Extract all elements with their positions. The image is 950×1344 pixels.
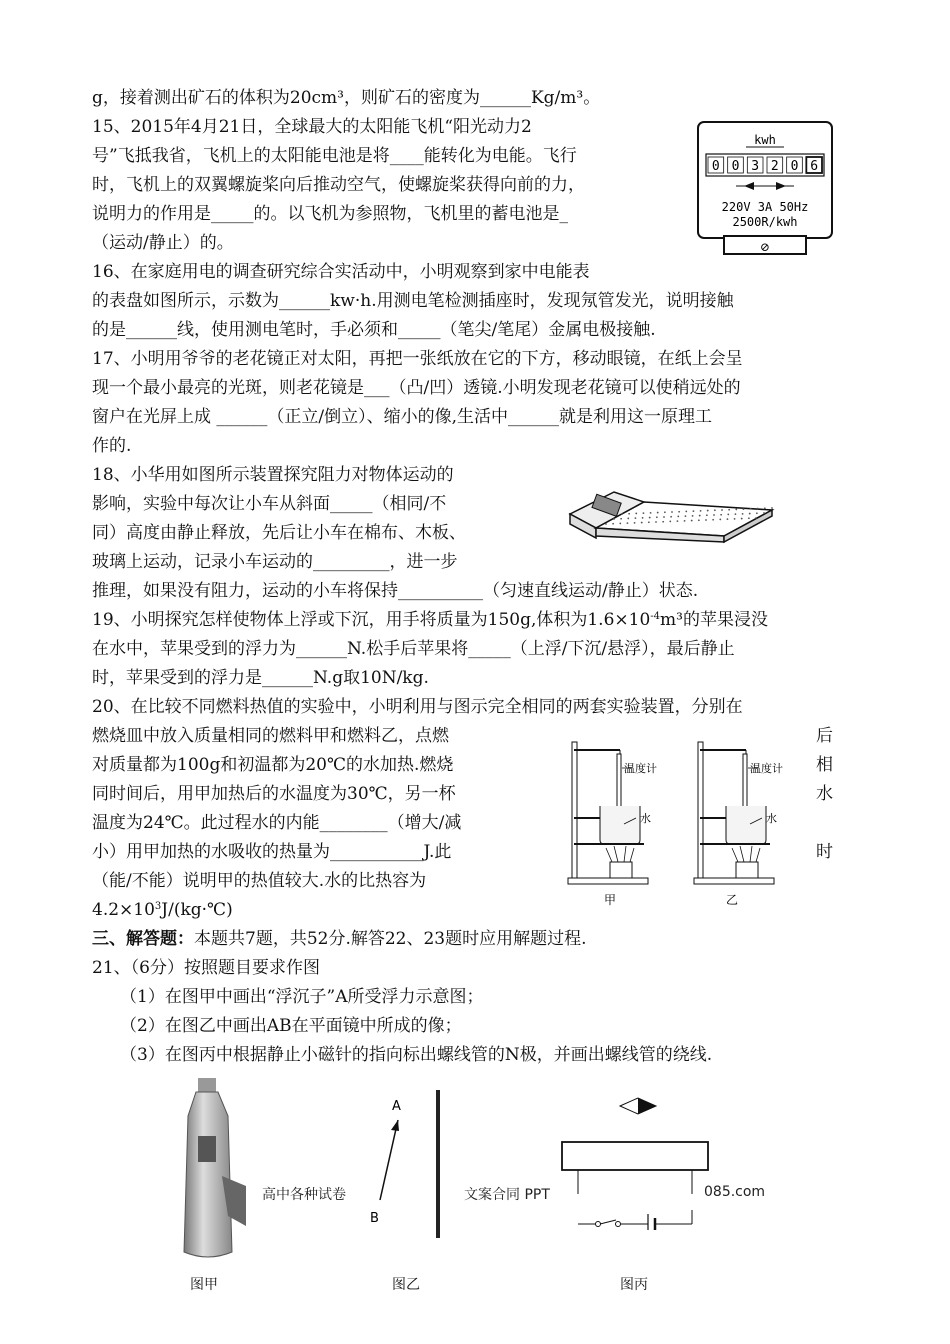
caption-fig-jia: 图甲 — [190, 1277, 218, 1293]
meter-spec1: 220V 3A 50Hz — [721, 200, 809, 214]
meter-unit: kwh — [754, 133, 776, 147]
q18-line1: 18、小华用如图所示装置探究阻力对物体运动的 — [92, 465, 454, 485]
q20-line1: 20、在比较不同燃料热值的实验中，小明利用与图示完全相同的两套实验装置，分别在 — [92, 697, 743, 717]
apparatus-right — [694, 742, 783, 907]
track-dot — [693, 510, 695, 512]
track-dot — [734, 518, 736, 520]
track-dot — [763, 512, 765, 514]
caption-fig-bing: 图丙 — [620, 1277, 648, 1293]
q15-line1: 15、2015年4月21日，全球最大的太阳能飞机“阳光动力2 — [92, 117, 532, 137]
track-dot — [748, 517, 750, 519]
track-dot — [706, 514, 708, 516]
track-dot — [662, 521, 664, 523]
watermark-2: 文案合同 PPT — [462, 1184, 552, 1204]
track-dot — [685, 511, 687, 513]
q16-line1: 16、在家庭用电的调查研究综合实活动中，小明观察到家中电能表 — [92, 262, 590, 282]
section3-heading: 三、解答题：本题共7题，共52分.解答22、23题时应用解题过程. — [92, 929, 587, 949]
label-jia: 甲 — [604, 893, 617, 907]
point-a-label: A — [392, 1099, 401, 1114]
track-dot — [643, 512, 645, 514]
track-dot — [713, 514, 715, 516]
q20-line4: 同时间后，用甲加热后的水温度为30℃，另一杯 — [92, 784, 456, 804]
incline-track-figure — [566, 484, 776, 546]
meter-spec2: 2500R/kwh — [732, 215, 798, 229]
q17-line3: 窗户在光屏上成 ______（正立/倒立）、缩小的像,生活中______就是利用这一原理工 — [92, 407, 713, 427]
q18-line5: 推理，如果没有阻力，运动的小车将保持__________（匀速直线运动/静止）状态. — [92, 581, 699, 601]
track-dot — [671, 511, 673, 513]
track-dot — [677, 520, 679, 522]
track-dot — [714, 509, 716, 511]
track-dot — [705, 519, 707, 521]
track-dot — [707, 510, 709, 512]
heat-experiment-figure — [560, 728, 810, 908]
track-dot — [655, 521, 657, 523]
q21-item3: （3）在图丙中根据静止小磁针的指向标出螺线管的N极，并画出螺线管的绕线. — [120, 1045, 713, 1065]
q18-line4: 玻璃上运动，记录小车运动的_________，进一步 — [92, 552, 458, 572]
solenoid-figure — [556, 1090, 716, 1230]
track-dot — [728, 509, 730, 511]
track-dot — [628, 513, 630, 515]
q20-line3-right: 相 — [816, 755, 833, 775]
label-yi: 乙 — [726, 893, 739, 907]
q21-line: 21、（6分）按照题目要求作图 — [92, 958, 320, 978]
q20-line7: （能/不能）说明甲的热值较大.水的比热容为 — [92, 871, 427, 891]
track-dot — [670, 516, 672, 518]
q20-line3: 对质量都为100g和初温都为20℃的水加热.燃烧 — [92, 755, 454, 775]
track-dot — [649, 517, 651, 519]
q19-line3: 时，苹果受到的浮力是______N.g取10N/kg. — [92, 668, 429, 688]
track-dot — [712, 519, 714, 521]
track-dot — [648, 521, 650, 523]
track-dot — [656, 516, 658, 518]
track-dot — [619, 523, 621, 525]
meter-digit: 0 — [790, 159, 799, 174]
watermark-1: 高中各种试卷 — [260, 1184, 348, 1204]
track-dot — [743, 508, 745, 510]
track-dot — [757, 508, 759, 510]
track-dot — [650, 512, 652, 514]
q16-line2: 的表盘如图所示，示数为______kw·h.用测电笔检测插座时，发现氖管发光，说明接触 — [92, 291, 734, 311]
track-dot — [635, 513, 637, 515]
track-dot — [741, 518, 743, 520]
q21-item1: （1）在图甲中画出“浮沉子”A所受浮力示意图； — [120, 987, 484, 1007]
track-dot — [735, 509, 737, 511]
track-dot — [692, 515, 694, 517]
track-dot — [627, 518, 629, 520]
track-dot — [685, 515, 687, 517]
caption-fig-yi: 图乙 — [392, 1277, 420, 1293]
track-dot — [663, 516, 665, 518]
water-label-left: 水 — [640, 812, 651, 825]
track-dot — [735, 513, 737, 515]
thermometer-label-right: 温度计 — [750, 762, 783, 775]
q21-item2: （2）在图乙中画出AB在平面镜中所成的像； — [120, 1016, 462, 1036]
q17-line4: 作的. — [92, 436, 132, 456]
meter-digit: 0 — [711, 159, 720, 174]
bottle-figure — [168, 1076, 248, 1266]
track-dot — [700, 510, 702, 512]
meter-digit: 2 — [770, 159, 779, 174]
track-dot — [627, 522, 629, 524]
q19-line2: 在水中，苹果受到的浮力为______N.松手后苹果将_____（上浮/下沉/悬浮），最后静止 — [92, 639, 735, 659]
meter-symbol: ⊘ — [759, 240, 771, 254]
track-dot — [720, 514, 722, 516]
compass-needle-icon — [638, 1098, 656, 1114]
track-dot — [613, 518, 615, 520]
mirror-figure — [360, 1090, 460, 1240]
track-dot — [698, 519, 700, 521]
track-dot — [756, 512, 758, 514]
track-dot — [699, 515, 701, 517]
q20-line4-right: 水 — [816, 784, 833, 804]
track-dot — [677, 516, 679, 518]
track-dot — [771, 507, 773, 509]
q20-line5: 温度为24℃。此过程水的内能________（增大/减 — [92, 813, 462, 833]
solenoid-core — [562, 1142, 708, 1170]
q17-line1: 17、小明用爷爷的老花镜正对太阳，再把一张纸放在它的下方，移动眼镜，在纸上会呈 — [92, 349, 743, 369]
meter-digit: 3 — [751, 159, 760, 174]
watermark-3: 085.com — [704, 1184, 766, 1200]
thermometer-label-left: 温度计 — [624, 762, 657, 775]
meter-digit: 6 — [810, 159, 819, 174]
track-dot — [755, 517, 757, 519]
track-dot — [669, 521, 671, 523]
track-dot — [742, 513, 744, 515]
q15-line3: 时，飞机上的双翼螺旋桨向后推动空气，使螺旋桨获得向前的力， — [92, 175, 585, 195]
q20-line6-right: 时 — [816, 842, 833, 862]
track-dot — [721, 509, 723, 511]
q20-line2: 燃烧皿中放入质量相同的燃料甲和燃料乙，点燃 — [92, 726, 449, 746]
track-dot — [641, 522, 643, 524]
q15-line2: 号”飞抵我省，飞机上的太阳能电池是将____能转化为电能。飞行 — [92, 146, 577, 166]
q20-line6: 小）用甲加热的水吸收的热量为___________J.此 — [92, 842, 452, 862]
track-dot — [691, 520, 693, 522]
track-dot — [764, 507, 766, 509]
q18-line2: 影响，实验中每次让小车从斜面_____（相同/不 — [92, 494, 447, 514]
q14-tail: g，接着测出矿石的体积为20cm³，则矿石的密度为______Kg/m³。 — [92, 88, 601, 108]
track-dot — [620, 518, 622, 520]
energy-meter-figure — [696, 120, 836, 260]
track-dot — [657, 512, 659, 514]
track-dot — [664, 511, 666, 513]
q18-line3: 同）高度由静止释放，先后让小车在棉布、木板、 — [92, 523, 466, 543]
track-dot — [749, 513, 751, 515]
q16-line3: 的是______线，使用测电笔时，手必须和_____（笔尖/笔尾）金属电极接触. — [92, 320, 656, 340]
track-dot — [727, 518, 729, 520]
track-dot — [727, 514, 729, 516]
track-dot — [605, 523, 607, 525]
water-label-right: 水 — [766, 812, 777, 825]
track-dot — [750, 508, 752, 510]
point-b-label: B — [370, 1211, 379, 1226]
track-dot — [642, 517, 644, 519]
track-dot — [621, 513, 623, 515]
track-dot — [634, 522, 636, 524]
track-dot — [719, 519, 721, 521]
track-dot — [678, 511, 680, 513]
apparatus-left — [568, 742, 657, 907]
q20-line8: $4.2\times 10^3J/(kg\cdot℃)$ — [92, 900, 233, 920]
plane-mirror — [436, 1090, 440, 1238]
track-dot — [612, 523, 614, 525]
track-dot — [684, 520, 686, 522]
q15-line5: （运动/静止）的。 — [92, 233, 234, 253]
q15-line4: 说明力的作用是_____的。以飞机为参照物，飞机里的蓄电池是_ — [92, 204, 568, 224]
q20-line2-right: 后 — [816, 726, 833, 746]
q17-line2: 现一个最小最亮的光斑，则老花镜是___（凸/凹）透镜.小明发现老花镜可以使稍远处的 — [92, 378, 741, 398]
q19-line1: 19、小明探究怎样使物体上浮或下沉，用手将质量为150g,体积为$1.6\times 10^{-4}m^3$的苹果浸没 — [92, 610, 768, 630]
track-dot — [635, 517, 637, 519]
meter-digit: 0 — [731, 159, 740, 174]
